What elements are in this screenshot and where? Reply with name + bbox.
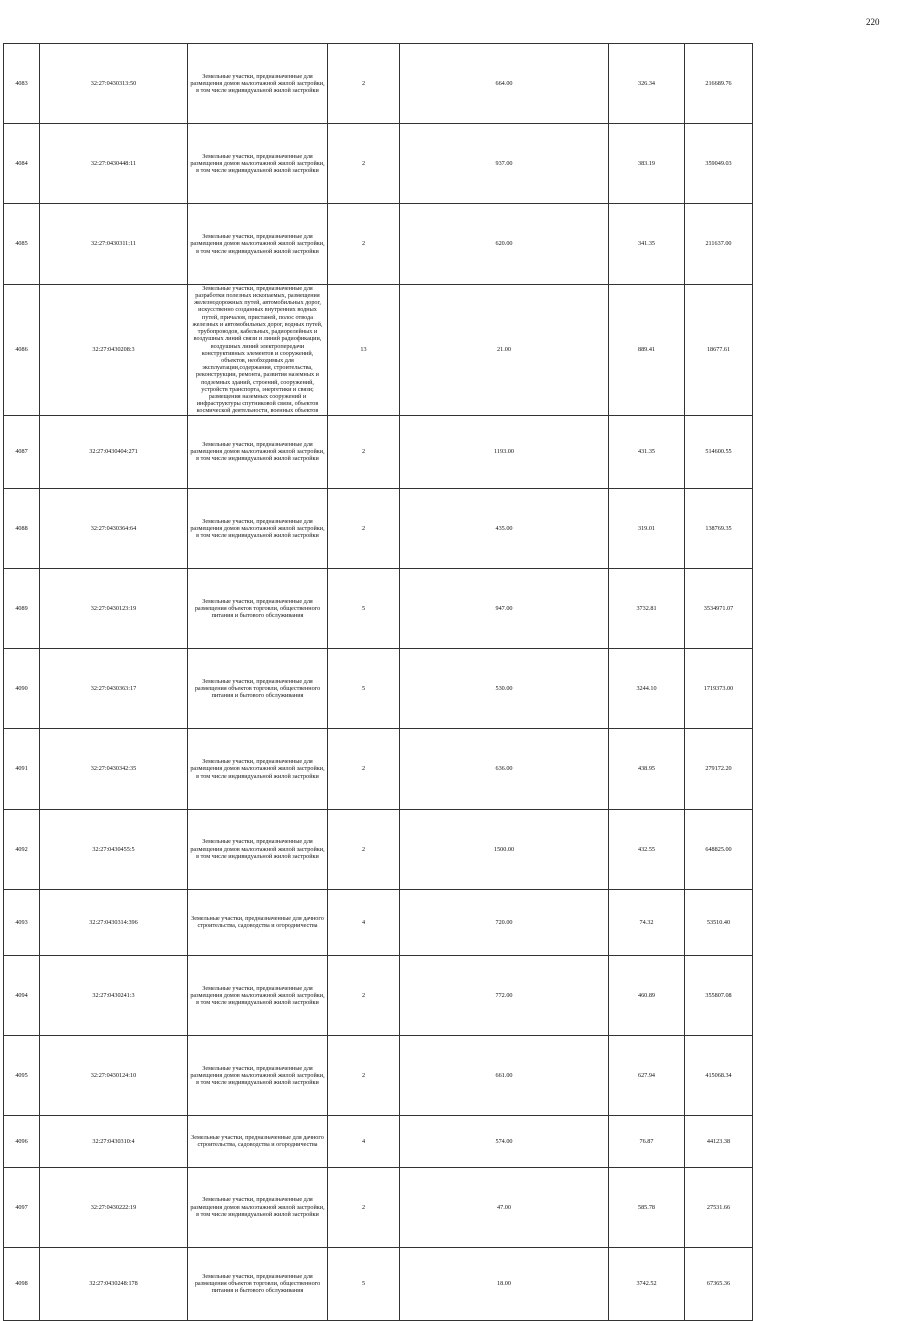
land-use-cell: Земельные участки, предназначенные для размещения домов малоэтажной жилой застройки, в том числе индивидуальной жилой застройки (188, 729, 328, 809)
land-use-cell: Земельные участки, предназначенные для размещения домов малоэтажной жилой застройки, в том числе индивидуальной жилой застройки (188, 1035, 328, 1115)
table-row (4, 488, 891, 568)
cadastral-value-cell: 648825.00 (685, 809, 753, 889)
rate-cell: 460.89 (609, 955, 685, 1035)
use-code-cell: 5 (328, 568, 400, 648)
rate-cell: 627.94 (609, 1035, 685, 1115)
use-code-cell: 2 (328, 809, 400, 889)
cadastral-value-cell: 67365.36 (685, 1247, 753, 1320)
area-cell: 530.00 (400, 649, 609, 729)
table-row (4, 568, 891, 648)
use-code-cell: 13 (328, 284, 400, 415)
row-number: 4095 (4, 1035, 40, 1115)
table-row (4, 809, 891, 889)
table-row (4, 284, 891, 415)
table-row (4, 415, 891, 488)
use-code-cell: 2 (328, 955, 400, 1035)
row-number: 4098 (4, 1247, 40, 1320)
cadastral-value-cell: 279172.20 (685, 729, 753, 809)
land-use-cell: Земельные участки, предназначенные для размещения домов малоэтажной жилой застройки, в том числе индивидуальной жилой застройки (188, 44, 328, 124)
table-row (4, 1167, 891, 1247)
use-code-cell: 2 (328, 1167, 400, 1247)
row-number: 4088 (4, 488, 40, 568)
area-cell: 435.00 (400, 488, 609, 568)
cadastral-value-cell: 359049.03 (685, 124, 753, 204)
rate-cell: 585.78 (609, 1167, 685, 1247)
rate-cell: 74.32 (609, 889, 685, 955)
use-code-cell: 2 (328, 44, 400, 124)
land-use-cell: Земельные участки, предназначенные для размещения домов малоэтажной жилой застройки, в том числе индивидуальной жилой застройки (188, 955, 328, 1035)
cadastral-value-cell: 138769.35 (685, 488, 753, 568)
land-use-cell: Земельные участки, предназначенные для дачного строительства, садоводства и огородничества (188, 1116, 328, 1167)
rate-cell: 432.55 (609, 809, 685, 889)
land-use-cell: Земельные участки, предназначенные для размещения объектов торговли, общественного питания и бытового обслуживания (188, 649, 328, 729)
cadastral-number-cell: 32:27:0430310:4 (40, 1116, 188, 1167)
table-row (4, 649, 891, 729)
rate-cell: 76.87 (609, 1116, 685, 1167)
cadastral-number-cell: 32:27:0430363:17 (40, 649, 188, 729)
table-row (4, 1035, 891, 1115)
row-number: 4085 (4, 204, 40, 284)
use-code-cell: 2 (328, 415, 400, 488)
area-cell: 636.00 (400, 729, 609, 809)
area-cell: 21.00 (400, 284, 609, 415)
area-cell: 18.00 (400, 1247, 609, 1320)
table-row (4, 1247, 891, 1320)
cadastral-number-cell: 32:27:0430208:3 (40, 284, 188, 415)
rate-cell: 889.41 (609, 284, 685, 415)
row-number: 4083 (4, 44, 40, 124)
cadastral-number-cell: 32:27:0430455:5 (40, 809, 188, 889)
row-number: 4087 (4, 415, 40, 488)
use-code-cell: 2 (328, 729, 400, 809)
area-cell: 664.00 (400, 44, 609, 124)
area-cell: 937.00 (400, 124, 609, 204)
rate-cell: 3244.10 (609, 649, 685, 729)
use-code-cell: 2 (328, 204, 400, 284)
table-row (4, 729, 891, 809)
land-use-cell: Земельные участки, предназначенные для размещения домов малоэтажной жилой застройки, в том числе индивидуальной жилой застройки (188, 415, 328, 488)
use-code-cell: 2 (328, 488, 400, 568)
area-cell: 47.00 (400, 1167, 609, 1247)
row-number: 4094 (4, 955, 40, 1035)
cadastral-number-cell: 32:27:0430448:11 (40, 124, 188, 204)
use-code-cell: 4 (328, 889, 400, 955)
rate-cell: 3742.52 (609, 1247, 685, 1320)
land-use-cell: Земельные участки, предназначенные для разработки полезных ископаемых, размещения железнодорожных путей, автомобильных дорог, искусственно созданных внутренних водных путей, причалов, пристаней, полос отвода железных и автомобильных дорог, водных путей, трубопроводов, кабельных, радиорелейных и воздушных линий связи и линий радиофикации, воздушных линий электропередачи конструктивных элементов и сооружений, объектов, необходимых для эксплуатации,содержания, строительства, реконструкции, ремонта, развития наземных и подземных зданий, строений, сооружений, устройств транспорта, энергетики и связи; размещения наземных сооружений и инфраструктуры спутниковой связи, объектов космической деятельности, военных объектов (188, 284, 328, 415)
rate-cell: 431.35 (609, 415, 685, 488)
land-use-cell: Земельные участки, предназначенные для размещения домов малоэтажной жилой застройки, в том числе индивидуальной жилой застройки (188, 488, 328, 568)
cadastral-number-cell: 32:27:0430124:10 (40, 1035, 188, 1115)
cadastral-value-cell: 3534971.07 (685, 568, 753, 648)
use-code-cell: 5 (328, 649, 400, 729)
table-row (4, 204, 891, 284)
rate-cell: 341.35 (609, 204, 685, 284)
row-number: 4089 (4, 568, 40, 648)
land-use-cell: Земельные участки, предназначенные для размещения домов малоэтажной жилой застройки, в том числе индивидуальной жилой застройки (188, 124, 328, 204)
cadastral-number-cell: 32:27:0430248:178 (40, 1247, 188, 1320)
row-number: 4093 (4, 889, 40, 955)
area-cell: 947.00 (400, 568, 609, 648)
cadastral-value-cell: 355807.08 (685, 955, 753, 1035)
table-body (4, 44, 891, 1321)
land-use-cell: Земельные участки, предназначенные для дачного строительства, садоводства и огородничества (188, 889, 328, 955)
use-code-cell: 4 (328, 1116, 400, 1167)
row-number: 4097 (4, 1167, 40, 1247)
area-cell: 1193.00 (400, 415, 609, 488)
cadastral-number-cell: 32:27:0430222:19 (40, 1167, 188, 1247)
land-use-cell: Земельные участки, предназначенные для размещения домов малоэтажной жилой застройки, в том числе индивидуальной жилой застройки (188, 204, 328, 284)
area-cell: 620.00 (400, 204, 609, 284)
row-number: 4084 (4, 124, 40, 204)
row-number: 4091 (4, 729, 40, 809)
land-use-cell: Земельные участки, предназначенные для размещения домов малоэтажной жилой застройки, в том числе индивидуальной жилой застройки (188, 1167, 328, 1247)
cadastral-value-cell: 44123.38 (685, 1116, 753, 1167)
table-row (4, 124, 891, 204)
cadastral-value-cell: 1719373.00 (685, 649, 753, 729)
cadastral-number-cell: 32:27:0430314:396 (40, 889, 188, 955)
cadastral-value-cell: 415068.34 (685, 1035, 753, 1115)
cadastral-value-cell: 27531.66 (685, 1167, 753, 1247)
use-code-cell: 2 (328, 1035, 400, 1115)
land-use-cell: Земельные участки, предназначенные для размещения объектов торговли, общественного питания и бытового обслуживания (188, 1247, 328, 1320)
area-cell: 720.00 (400, 889, 609, 955)
rate-cell: 326.34 (609, 44, 685, 124)
row-number: 4090 (4, 649, 40, 729)
row-number: 4086 (4, 284, 40, 415)
rate-cell: 3732.81 (609, 568, 685, 648)
cadastral-value-cell: 53510.40 (685, 889, 753, 955)
cadastral-value-cell: 211637.00 (685, 204, 753, 284)
area-cell: 661.00 (400, 1035, 609, 1115)
cadastral-value-cell: 216689.76 (685, 44, 753, 124)
page-number: 220 (866, 17, 880, 27)
cadastral-number-cell: 32:27:0430313:50 (40, 44, 188, 124)
cadastral-number-cell: 32:27:0430404:271 (40, 415, 188, 488)
table-row (4, 1116, 891, 1167)
area-cell: 1500.00 (400, 809, 609, 889)
cadastral-value-cell: 514600.55 (685, 415, 753, 488)
area-cell: 772.00 (400, 955, 609, 1035)
cadastral-number-cell: 32:27:0430311:11 (40, 204, 188, 284)
area-cell: 574.00 (400, 1116, 609, 1167)
cadastral-number-cell: 32:27:0430364:64 (40, 488, 188, 568)
land-use-cell: Земельные участки, предназначенные для размещения объектов торговли, общественного питания и бытового обслуживания (188, 568, 328, 648)
use-code-cell: 2 (328, 124, 400, 204)
row-number: 4092 (4, 809, 40, 889)
use-code-cell: 5 (328, 1247, 400, 1320)
rate-cell: 383.19 (609, 124, 685, 204)
land-registry-table (3, 43, 891, 1321)
table-row (4, 955, 891, 1035)
rate-cell: 319.01 (609, 488, 685, 568)
row-number: 4096 (4, 1116, 40, 1167)
table-row (4, 44, 891, 124)
cadastral-number-cell: 32:27:0430342:35 (40, 729, 188, 809)
cadastral-value-cell: 18677.61 (685, 284, 753, 415)
rate-cell: 438.95 (609, 729, 685, 809)
cadastral-number-cell: 32:27:0430241:3 (40, 955, 188, 1035)
cadastral-number-cell: 32:27:0430123:19 (40, 568, 188, 648)
table-row (4, 889, 891, 955)
land-use-cell: Земельные участки, предназначенные для размещения домов малоэтажной жилой застройки, в том числе индивидуальной жилой застройки (188, 809, 328, 889)
